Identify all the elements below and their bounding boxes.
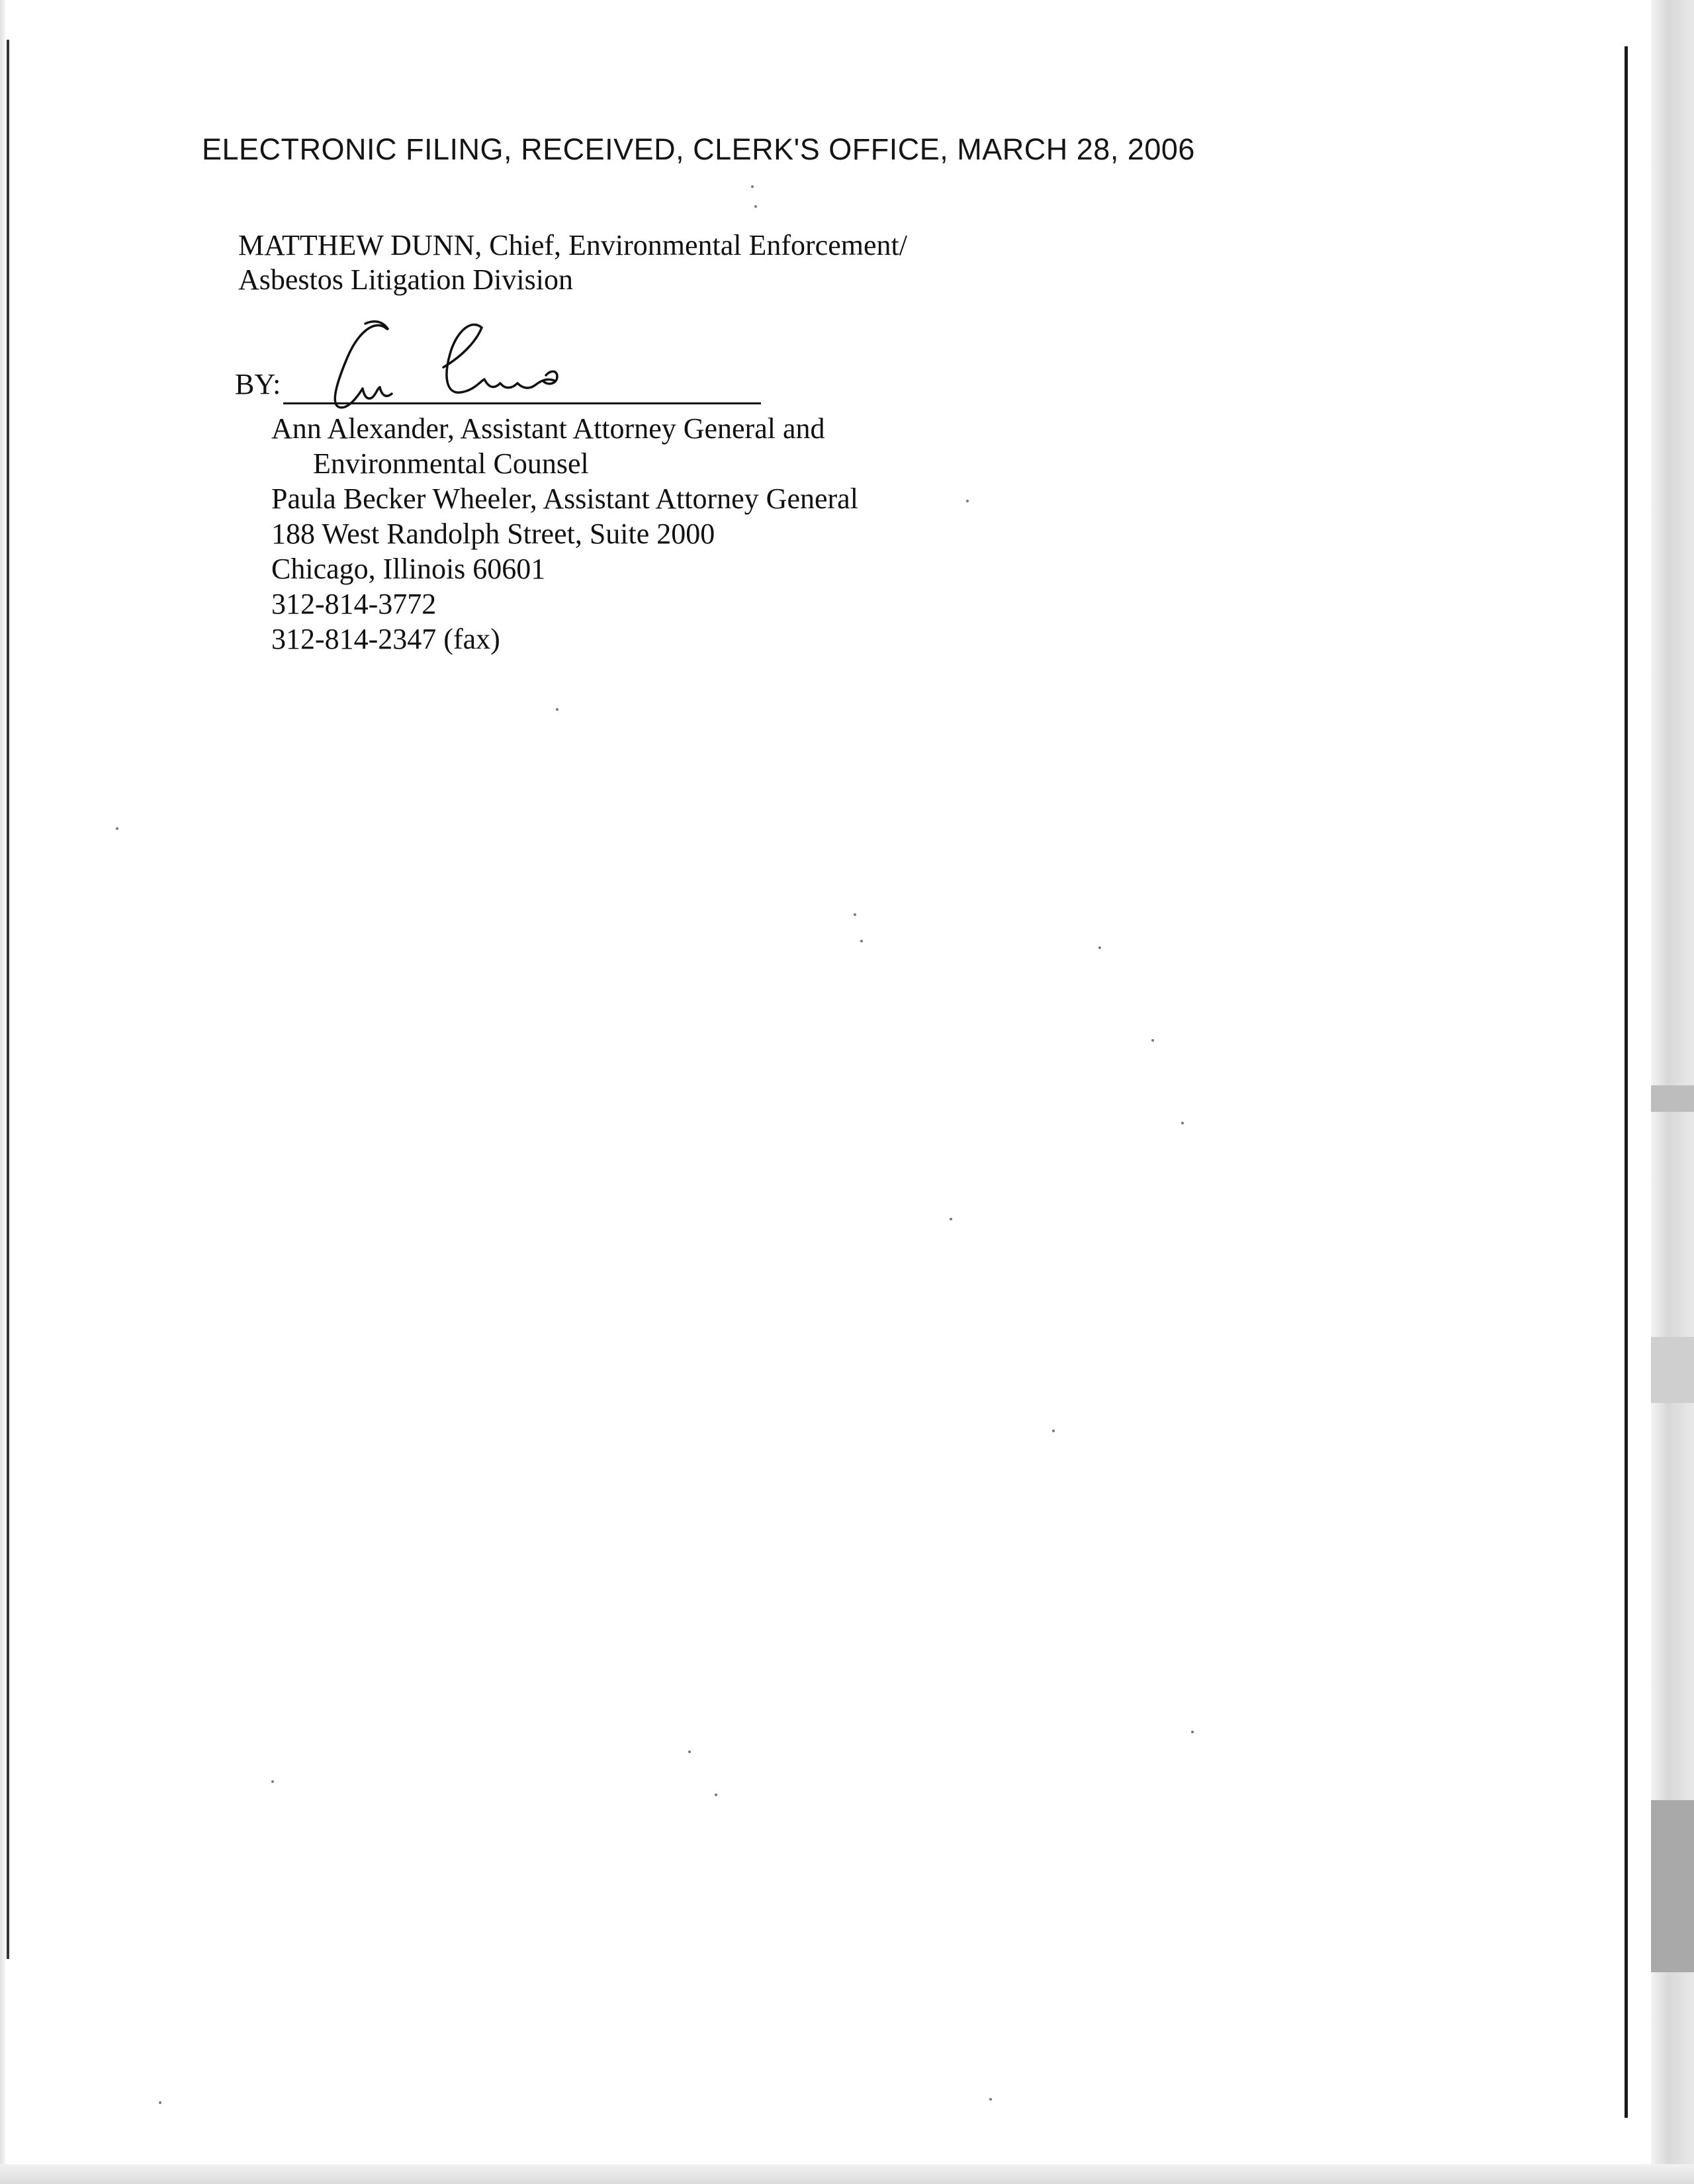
- scan-speck: [1181, 1122, 1184, 1124]
- scan-speck: [854, 913, 856, 916]
- scan-speck: [966, 500, 969, 502]
- scan-speck: [271, 1780, 274, 1783]
- scan-border-right: [1625, 46, 1628, 2118]
- scan-speck: [159, 2101, 161, 2104]
- signatory-line-2: Asbestos Litigation Division: [238, 263, 573, 296]
- scan-speck: [754, 205, 757, 208]
- scan-edge-bottom: [0, 2164, 1694, 2184]
- by-label: BY:: [235, 368, 281, 400]
- scan-border-left: [7, 40, 9, 1959]
- scan-speck: [1098, 946, 1101, 949]
- handwritten-signature: [311, 314, 615, 420]
- scan-edge-right: [1651, 0, 1694, 2184]
- scan-speck: [1151, 1039, 1154, 1042]
- phone-number: 312-814-3772: [271, 588, 437, 620]
- contact-block: [271, 412, 858, 657]
- contact-title-continued: Environmental Counsel: [313, 447, 589, 480]
- scan-speck: [950, 1218, 952, 1220]
- contact-name-2: Paula Becker Wheeler, Assistant Attorney General: [271, 482, 858, 515]
- signatory-block: [238, 228, 907, 297]
- filing-stamp-header: ELECTRONIC FILING, RECEIVED, CLERK'S OFFICE, MARCH 28, 2006: [202, 132, 1195, 166]
- signatory-line-1: MATTHEW DUNN, Chief, Environmental Enforcement/: [238, 229, 907, 261]
- scan-speck: [1191, 1731, 1194, 1733]
- scan-edge-left: [0, 0, 5, 2184]
- scan-speck: [1052, 1430, 1055, 1432]
- scan-speck: [116, 827, 118, 830]
- address-street: 188 West Randolph Street, Suite 2000: [271, 518, 715, 550]
- scan-speck: [989, 2098, 992, 2101]
- scan-speck: [751, 185, 754, 188]
- scan-speck: [688, 1751, 691, 1753]
- scan-speck: [715, 1794, 717, 1796]
- address-city: Chicago, Illinois 60601: [271, 553, 546, 585]
- fax-number: 312-814-2347 (fax): [271, 623, 500, 655]
- scan-speck: [860, 940, 863, 942]
- contact-name-1: Ann Alexander, Assistant Attorney General and: [271, 412, 825, 445]
- scan-speck: [556, 708, 558, 711]
